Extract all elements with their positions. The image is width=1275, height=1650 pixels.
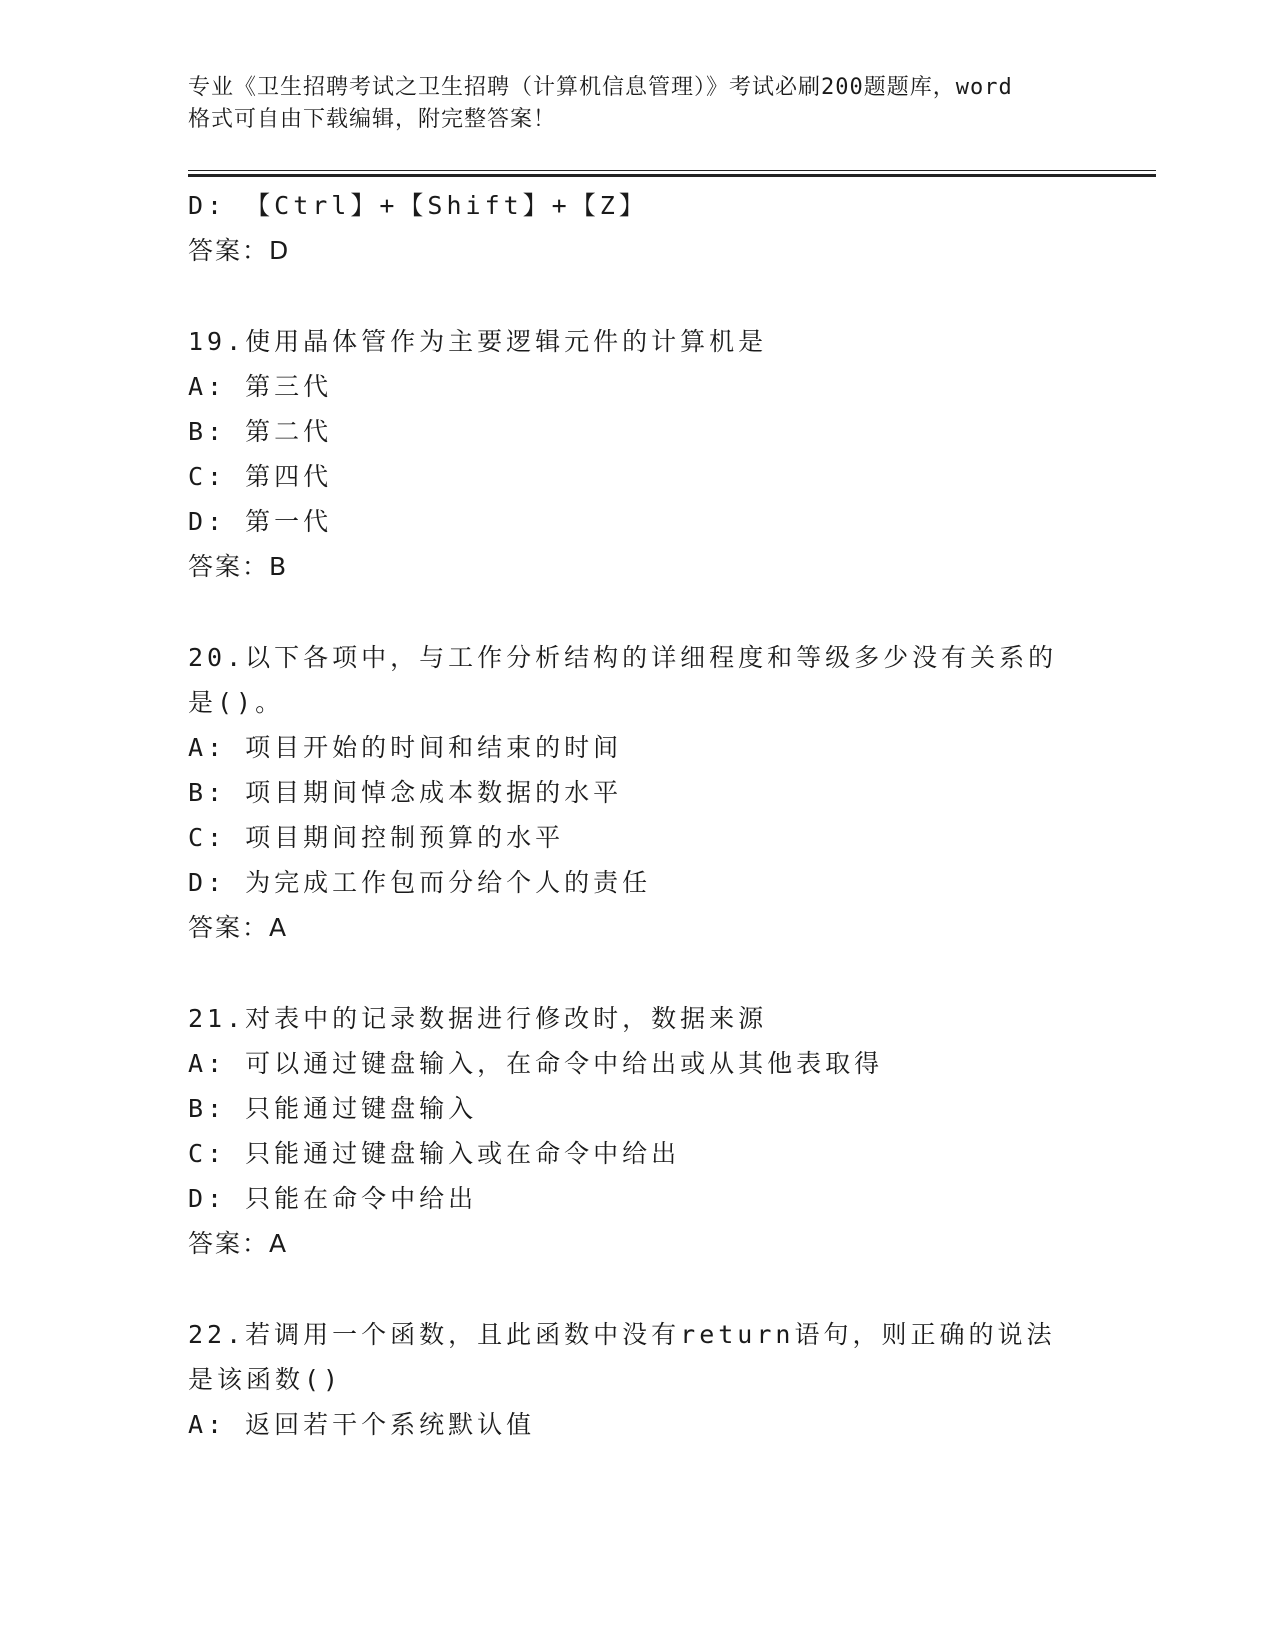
answer-line: 答案：B <box>188 552 289 581</box>
question-text: 19.使用晶体管作为主要逻辑元件的计算机是 <box>188 327 768 356</box>
option-d: D: 为完成工作包而分给个人的责任 <box>188 868 652 897</box>
option-a: A: 返回若干个系统默认值 <box>188 1410 536 1439</box>
question-text: 21.对表中的记录数据进行修改时，数据来源 <box>188 1004 768 1033</box>
option-a: A: 可以通过键盘输入，在命令中给出或从其他表取得 <box>188 1049 884 1078</box>
question-block-22 <box>188 1312 1156 1447</box>
option-d: D: 第一代 <box>188 507 333 536</box>
header-line-2: 格式可自由下载编辑，附完整答案！ <box>188 107 557 132</box>
document-header <box>188 72 1088 136</box>
answer-line: 答案：A <box>188 913 289 942</box>
header-divider <box>188 170 1156 177</box>
option-a: A: 项目开始的时间和结束的时间 <box>188 733 623 762</box>
question-text: 22.若调用一个函数，且此函数中没有return语句，则正确的说法是该函数() <box>188 1320 1056 1394</box>
document-page <box>188 72 1156 1447</box>
option-a: A: 第三代 <box>188 372 333 401</box>
option-c: C: 第四代 <box>188 462 333 491</box>
option-b: B: 只能通过键盘输入 <box>188 1094 478 1123</box>
option-d: D: 只能在命令中给出 <box>188 1184 478 1213</box>
answer-line: 答案：D <box>188 236 291 265</box>
option-c: C: 项目期间控制预算的水平 <box>188 823 565 852</box>
option-d: D: 【Ctrl】+【Shift】+【Z】 <box>188 191 648 220</box>
option-b: B: 第二代 <box>188 417 333 446</box>
question-block-19 <box>188 319 1156 589</box>
question-block-21 <box>188 996 1156 1266</box>
question-text: 20.以下各项中，与工作分析结构的详细程度和等级多少没有关系的是()。 <box>188 643 1058 717</box>
option-b: B: 项目期间悼念成本数据的水平 <box>188 778 623 807</box>
header-line-1: 专业《卫生招聘考试之卫生招聘（计算机信息管理）》考试必刷200题题库，word <box>188 75 1013 100</box>
option-c: C: 只能通过键盘输入或在命令中给出 <box>188 1139 681 1168</box>
answer-line: 答案：A <box>188 1229 289 1258</box>
question-block-20 <box>188 635 1156 950</box>
question-block-18-tail <box>188 183 1156 273</box>
